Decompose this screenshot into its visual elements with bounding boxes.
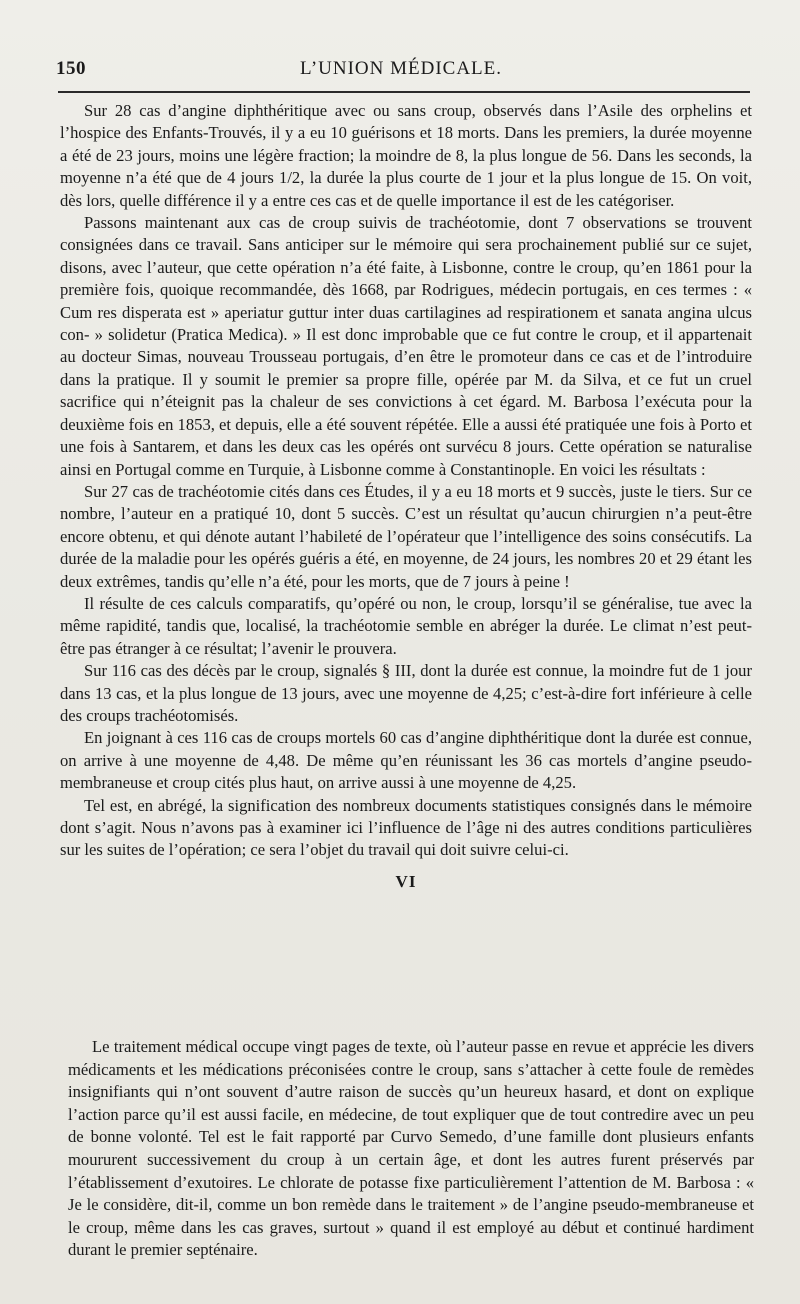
paragraph: Sur 116 cas des décès par le croup, signalés § III, dont la durée est connue, la moindre fut de 1 jour dans 13 cas, et la plus longue de 13 jours, avec une moyenne de 4,25; c’est-à-dire fort inférieure à celle des croups trachéotomisés. <box>60 661 752 725</box>
paragraph: Sur 27 cas de trachéotomie cités dans ces Études, il y a eu 18 morts et 9 succès, juste le tiers. Sur ce nombre, l’auteur en a pratiqué 10, dont 5 succès. C’est un résultat qu’aucun chirurgien n’a peut-être encore obtenu, et qui dénote autant l’habileté de l’opérateur que l’intelligence des soins consécutifs. La durée de la maladie pour les opérés guéris a été, en moyenne, de 24 jours, les nombres 20 et 29 étant les deux extrêmes, tandis qu’elle n’a été, pour les morts, que de 7 jours à peine ! <box>60 481 752 591</box>
paragraph: Tel est, en abrégé, la signification des nombreux documents statistiques consignés dans le mémoire dont s’agit. Nous n’avons pas à examiner ici l’influence de l’âge ni des autres conditions particulières sur les suites de l’opération; ce sera l’objet du travail qui doit suivre celui-ci. <box>60 795 752 860</box>
section-heading: VI <box>395 871 417 891</box>
paragraph: En joignant à ces 116 cas de croups mortels 60 cas d’angine diphthéritique dont la durée est connue, on arrive à une moyenne de 4,48. De même qu’en réunissant les 36 cas mortels d’angine pseudo-membraneuse et croup cités plus haut, on arrive aussi à une moyenne de 4,25. <box>60 728 752 793</box>
paragraph: Il résulte de ces calculs comparatifs, qu’opéré ou non, le croup, lorsqu’il se généralise, tue avec la même rapidité, tandis que, localisé, la trachéotomie semble en abréger la durée. Le climat n’est peut-être pas étranger à ce résultat; l’avenir le prouvera. <box>60 593 752 658</box>
paragraph: Le traitement médical occupe vingt pages de texte, où l’auteur passe en revue et apprécie les divers médicaments et les médications préconisées contre le croup, sans s’attacher à cette foule de remèdes insignifiants qui n’ont souvent d’autre raison de succès qu’un heureux hasard, et dont on explique l’action parce qu’il est aussi facile, en médecine, de tout expliquer que de tout contredire avec un peu de bonne volonté. Tel est le fait rapporté par Curvo Semedo, d’une famille dont plusieurs enfants moururent successivement du croup à un certain âge, et dont les autres furent préservés par l’établissement d’exutoires. Le chlorate de potasse fixe particulièrement l’attention de M. Barbosa : « Je le considère, dit-il, comme un bon remède dans le traitement » de l’angine pseudo-membraneuse et le croup, même dans les cas graves, surtout » quand il est employé au début et continué hardiment durant le premier septénaire. <box>68 1037 754 1260</box>
paragraph: Passons maintenant aux cas de croup suivis de trachéotomie, dont 7 observations se trouvent consignées dans ce travail. Sans anticiper sur le mémoire qui sera prochainement publié sur ce sujet, disons, avec l’auteur, que cette opération n’a été faite, à Lisbonne, contre le croup, qu’en 1861 pour la première fois, quoique recommandée, dès 1668, par Rodrigues, médecin portugais, en ces termes : « Cum res disperata est » aperiatur guttur inter duas cartilagines ad respirationem et sanata angina ulcus con- » solidetur (Pratica Medica). » Il est donc improbable que ce fut contre le croup, et il appartenait au docteur Simas, nouveau Trousseau portugais, d’en être le promoteur dans ce cas et de l’introduire dans la pratique. Il y soumit le premier sa propre fille, opérée par M. da Silva, et ce fut un cruel sacrifice qui n’éteignit pas la chaleur de ses convictions à cet égard. M. Barbosa l’exécuta pour la deuxième fois en 1853, et depuis, elle a été souvent répétée. Elle a aussi été pratiquée une fois à Porto et une fois à Santarem, et dans les deux cas les opérés ont survécu 8 jours. Cette opération se naturalise ainsi en Portugal comme en Turquie, à Lisbonne comme à Constantinople. En voici les résultats : <box>60 213 752 479</box>
main-text <box>60 100 752 904</box>
section-text <box>68 1036 754 1262</box>
paragraph: Sur 28 cas d’angine diphthéritique avec ou sans croup, observés dans l’Asile des orphelins et l’hospice des Enfants-Trouvés, il y a eu 10 guérisons et 18 morts. Dans les premiers, la durée moyenne a été de 23 jours, moins une légère fraction; la moindre de 8, la plus longue de 56. Dans les seconds, la moyenne n’a été que de 4 jours 1/2, la durée la plus courte de 1 jour et la plus longue de 15. On voit, dès lors, quelle différence il y a entre ces cas et de quelle importance il est de les catégoriser. <box>60 101 752 210</box>
header-rule <box>58 91 750 93</box>
running-title: L’UNION MÉDICALE. <box>299 58 503 79</box>
page-header <box>56 58 746 86</box>
page-number: 150 <box>56 58 86 79</box>
